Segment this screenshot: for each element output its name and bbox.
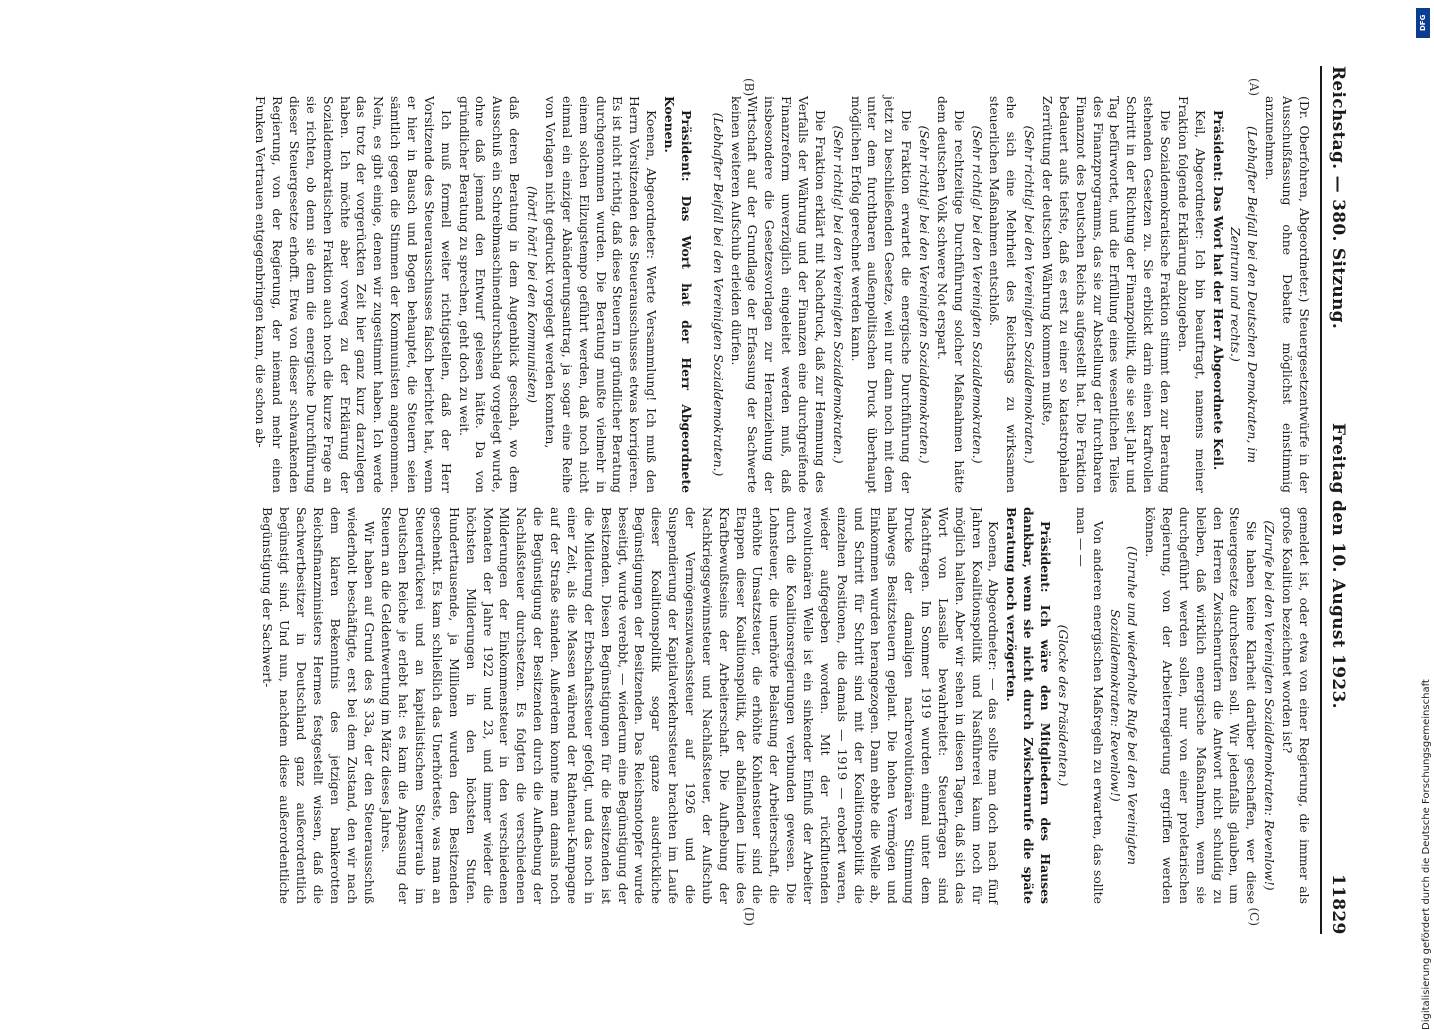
paragraph: Von anderen energischen Maßregeln zu erwarten, das sollte man — — [1073, 507, 1106, 904]
speaker-paragraph: Präsident: Das Wort hat der Herr Abgeordnete Koenen. [661, 96, 694, 493]
paragraph: Die rechtzeitige Durchführung solcher Maßnahmen hätte dem deutschen Volk schwere Not erspart. [934, 96, 967, 493]
paragraph: Wir haben auf Grund des § 33a, der den Steuerausschuß wiederholt beschäftigte, erst bei dem Zustand, den wir nach dem klaren Bekenntnis des jetzigen bankerotten Reichsfinanzministers Hermes festgestellt wissen, daß die Sachwertbesitzer in Deutschland ganz außerordentlich begünstigt sind. Und nun, nachdem diese außerordentliche Begünstigung der Sachwert- [260, 507, 377, 904]
page-header [1320, 66, 1349, 934]
margin-marker-a: (A) [1246, 78, 1261, 97]
page-number: 11829 [1328, 874, 1348, 935]
paragraph: Koenen, Abgeordneter: Werte Versammlung! Ich muß den Herrn Vorsitzenden des Steuerausschusses etwas korrigieren. Es ist nicht richtig, daß diese Steuern in gründlicher Beratung durchgenommen wurden. Die Beratung mußte vielmehr in einem solchen Eilzugstempo geführt werden, daß noch nicht einmal ein einziger Abänderungsantrag, ja sogar eine Reihe von Vorlagen nicht gedruckt vorgelegt werden konnten, [542, 96, 660, 493]
paragraph: Die Fraktion erwartet die energische Durchführung der jetzt zu beschließenden Gesetze, weil nur dann noch mit dem unter dem furchtbaren außenpolitischen Druck überhaupt möglichen Erfolg gerechnet werden kann. [848, 96, 915, 493]
speaker-paragraph: Präsident: Ich wäre den Mitgliedern des Hauses dankbar, wenn sie nicht durch Zwischenrufe die späte Beratung noch verzögerten. [1004, 507, 1053, 904]
interjection: (Unruhe und wiederholte Rufe bei den Vereinigten Sozialdemokraten: Revenlow!) [1108, 545, 1141, 866]
interjection: (Glocke des Präsidenten.) [1055, 624, 1071, 787]
left-column [42, 66, 1312, 493]
paragraph: Keil, Abgeordneter: Ich bin beauftragt, namens meiner Fraktion folgende Erklärung abzugeben. [1175, 96, 1208, 493]
margin-marker-b: (B) [741, 78, 756, 97]
interjection: (Lebhafter Beifall bei den Deutschen Demokraten, im Zentrum und rechts.) [1228, 126, 1261, 463]
paragraph: Ich muß formell weiter richtigstellen, daß der Herr Vorsitzende des Steuerausschusses falsch berichtet hat, wenn er hier in Bausch und Bogen behauptet, die Steuern seien sämtlich gegen die Stimmen der Kommunisten angenommen. Nein, es gibt einige, denen wir zugestimmt haben. Ich werde das trotz der vorgerückten Zeit hier ganz kurz darzulegen haben. Ich möchte aber vorweg zu der Erklärung der Sozialdemokratischen Fraktion auch noch die kurze Frage an sie richten, ob denn sie denn die energische Durchführung dieser Steuergesetze erhofft. Etwa von dieser schwankenden Regierung, von der Regierung, der niemand mehr einen Funken Vertrauen entgegenbringen kann, die schon ab- [253, 96, 454, 493]
paragraph: Die Sozialdemokratische Fraktion stimmt den zur Beratung stehenden Gesetzen zu. Sie erblickt darin einen kraftvollen Schritt in der Richtung der Finanzpolitik, die sie seit Jahr und Tag befürwortet, und die Erfüllung eines wesentlichen Teiles des Finanzprogramms, das sie zur Abstellung der furchtbaren Finanznot des Deutschen Reichs aufgestellt hat. Die Fraktion bedauert aufs tiefste, daß es erst zu einer so katastrophalen Zerrüttung der deutschen Währung kommen mußte, [1040, 96, 1174, 493]
interjection: (Sehr richtig! bei den Vereinigten Sozialdemokraten.) [969, 125, 985, 464]
header-session: Reichstag. — 380. Sitzung. [1328, 66, 1348, 330]
paragraph: Koenen, Abgeordneter: — das sollte man doch nach fünf Jahren Koalitionspolitik und Nasführerei kaum noch für möglich halten. Aber wir sehen in diesen Tagen, daß sich das Wort von Lassalle bewahrheitet: Steuerfragen sind Machtfragen. Im Sommer 1919 wurden einmal unter dem Drucke der damaligen nachrevolutionären Stimmung halbwegs Besitzsteuern geplant. Die hohen Vermögen und Einkommen wurden herangezogen. Dann ebbte die Welle ab, und Schritt für Schritt sind mit der Koalitionspolitik die einzelnen Positionen, die damals — 1919 — erobert waren, wieder aufgegeben worden. Mit der rückflutenden revolutionären Welle ist ein sinkender Einfluß der Arbeiter durch die Koalitionsregierungen verbunden gewesen. Die Lohnsteuer, die unerhörte Belastung der Arbeiterschaft, die erhöhte Umsatzsteuer, die erhöhte Kohlensteuer sind die Etappen dieser Koalitionspolitik, der abfallenden Linie des Kraftbewußtseins der Arbeiterschaft. Die Aufhebung der Nachkriegsgewinnsteuer und Nachlaßsteuer, der Aufschub der Vermögenszuwachssteuer auf 1926 und die Suspendierung der Kapitalverkehrssteuer brachten im Laufe dieser Koalitionspolitik sogar ganze ausdrückliche Begünstigungen der Besitzenden. Das Reichsnotopfer wurde beseitigt, wurde verebbt, — wiederum eine Begünstigung der Besitzenden. Diesen Begünstigungen für die Besitzenden ist die Milderung der Erbschaftssteuer gefolgt, und das noch in einer Zeit, als die Massen während der Rathenau-Kampagne auf der Straße standen. Außerdem konnte man damals noch die Begünstigung der Besitzenden durch die Aufhebung der Nachlaßsteuer durchsetzen. Es folgten die verschiedenen Milderungen der Einkommensteuer in den verschiedenen Monaten der Jahre 1922 und 23, und immer wieder die höchsten Milderungen in den höchsten Stufen. Hunderttausende, ja Millionen wurden den Besitzenden geschenkt. Es kam schließlich das Unerhörteste, was man an Steuerdrückerei und an kapitalistischem Steuerraub im Deutschen Reiche je erlebt hat: es kam die Anpassung der Steuern an die Geldentwertung im März dieses Jahres. [379, 507, 1002, 904]
document-page [27, 30, 1367, 970]
paragraph: Sie haben keine Klarheit darüber geschaffen, wer diese Steuergesetze durchsetzen soll. Wir jedenfalls glauben, um den Herren Zwischenrufern die Antwort nicht schuldig zu bleiben, daß wirklich energische Maßnahmen, wenn sie durchgeführt werden sollen, nur von einer proletarischen Regierung, von der Arbeiterregierung ergriffen werden können. [1143, 507, 1260, 904]
text-columns [42, 66, 1312, 934]
header-date: Freitag den 10. August 1923. [1328, 422, 1348, 709]
margin-marker-d: (D) [741, 907, 756, 926]
paragraph: (Dr. Oberfohren, Abgeordneter.) Steuergesetzentwürfe in der Ausschußfassung ohne Debatte möglichst einstimmig anzunehmen. [1263, 96, 1312, 493]
paragraph: Die Fraktion erklärt mit Nachdruck, daß zur Hemmung des Verfalls der Währung und der Finanzen eine durchgreifende Finanzreform unverzüglich eingeleitet werden muß, daß insbesondere die Gesetzesvorlagen zur Heranziehung der Wirtschaft auf der Grundlage der Erfassung der Sachwerte keinen weiteren Aufschub erleiden dürfen. [728, 96, 828, 493]
dfg-logo: DFG [1416, 8, 1430, 38]
digitization-note: Digitalisierung gefördert durch die Deutsche Forschungsgemeinschaft [1421, 679, 1432, 1030]
speaker-paragraph: Präsident: Das Wort hat der Herr Abgeordnete Keil. [1210, 110, 1226, 471]
interjection: (Lebhafter Beifall bei den Vereinigten Sozialdemokraten.) [710, 112, 726, 477]
interjection: (Sehr richtig! bei den Vereinigten Sozialdemokraten.) [830, 125, 846, 464]
paragraph: ehe sich eine Mehrheit des Reichstags zu wirksamen steuerlichen Maßnahmen entschloß. [987, 96, 1020, 493]
interjection: (Sehr richtig! bei den Vereinigten Sozialdemokraten.) [916, 125, 932, 464]
margin-marker-c: (C) [1246, 907, 1261, 926]
interjection: (Zurufe bei den Vereinigten Sozialdemokraten: Revenlow!) [1262, 520, 1278, 891]
paragraph: gemeldet ist, oder etwa von einer Regierung, die immer als große Koalition bezeichnet worden ist? [1280, 507, 1312, 904]
paragraph: daß deren Beratung in dem Augenblick geschah, wo dem Ausschuß ein Schreibmaschinendurchschlag vorgelegt wurde, ohne daß jemand den Entwurf gelesen hätte. Da von gründlicher Beratung zu sprechen, geht doch zu weit. [456, 96, 523, 493]
interjection: (hört! hört! bei den Kommunisten) [525, 186, 541, 403]
right-column [42, 507, 1312, 934]
interjection: (Sehr richtig! bei den Vereinigten Sozialdemokraten.) [1022, 125, 1038, 464]
